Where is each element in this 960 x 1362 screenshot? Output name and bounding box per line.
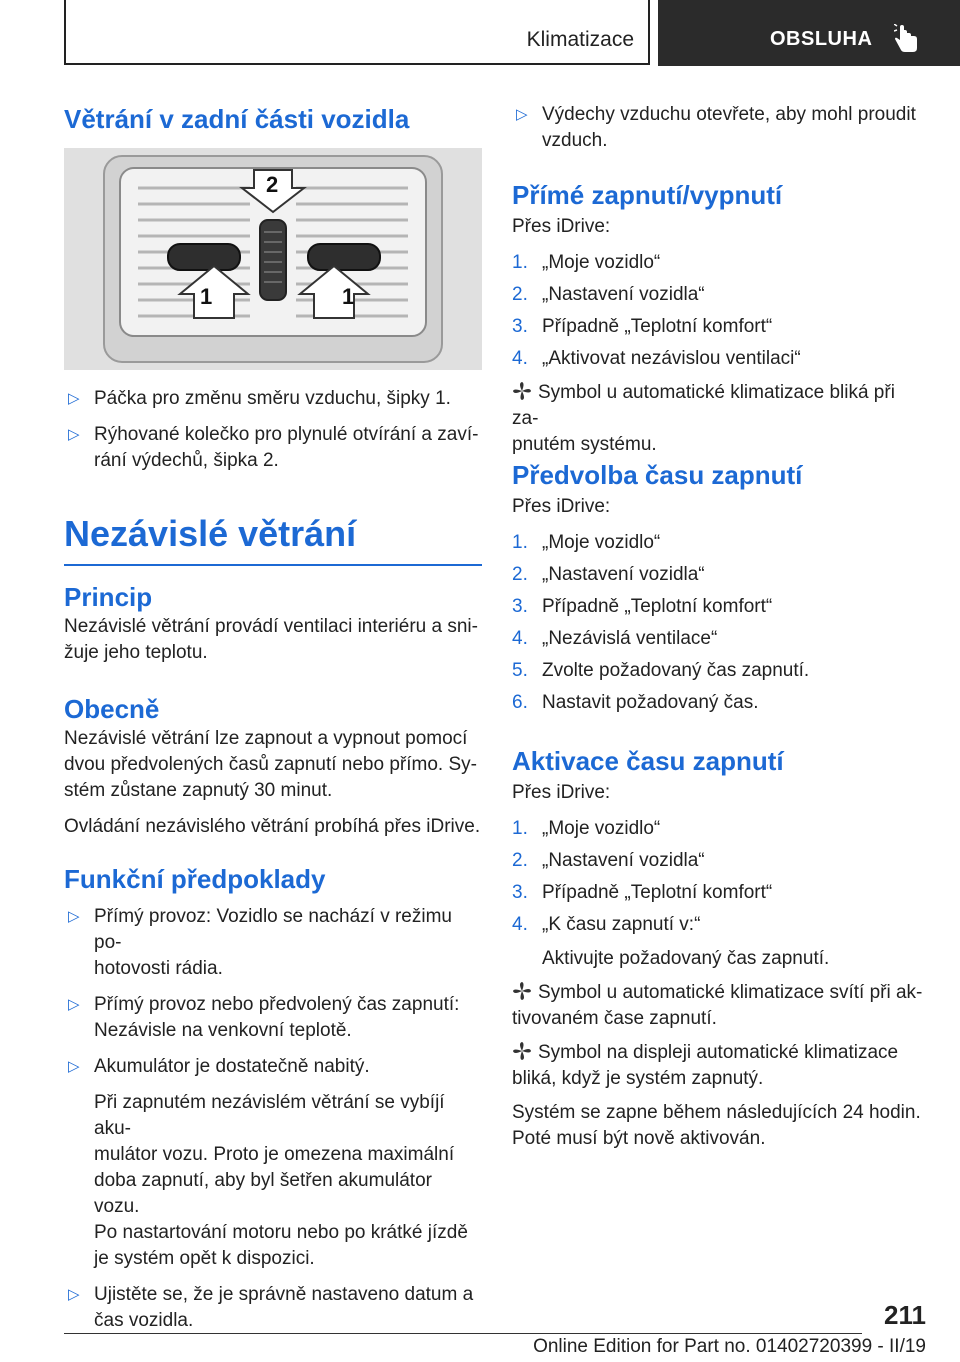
aktivace-step-3: 3. Případně „Teplotní komfort“: [512, 882, 773, 903]
header-rule-left: [64, 0, 66, 64]
obecne-text-2: Ovládání nezávislého větrání probíhá přes iDrive.: [64, 816, 481, 837]
aktivace-step-4-text: „K času zapnutí v:“: [542, 914, 701, 935]
funkcni-bullet-4: ▷ Ujistěte se, že je správně nastaveno datum a čas vozidla.: [68, 1284, 474, 1331]
obecne-text-1: Nezávislé větrání lze zapnout a vypnout pomocí dvou předvolených časů zapnutí nebo přímo. Sy- stém zůstane zapnutý 30 minut.: [64, 728, 477, 801]
funkcni-bullet-4-text: Ujistěte se, že je správně nastaveno datum a čas vozidla.: [94, 1284, 474, 1331]
header-rule-bottom: [64, 63, 650, 65]
header-rule-mid: [648, 0, 650, 64]
page-number: 211: [884, 1300, 926, 1330]
rear-bullet-1-text: Páčka pro změnu směru vzduchu, šipky 1.: [94, 388, 451, 409]
prime-step-3-text: Případně „Teplotní komfort“: [542, 316, 773, 337]
footer-rule: [64, 1333, 862, 1334]
prime-step-1-text: „Moje vozidlo“: [542, 252, 661, 273]
funkcni-bullet-2: ▷ Přímý provoz nebo předvolený čas zapnutí: Nezávisle na venkovní teplotě.: [68, 994, 460, 1041]
aktivace-step-4: 4. „K času zapnutí v:“: [512, 914, 701, 935]
aktivace-step-1: 1. „Moje vozidlo“: [512, 818, 661, 839]
aktivace-substep: Aktivujte požadovaný čas zapnutí.: [542, 948, 830, 969]
figure-label-1-left: 1: [200, 284, 213, 309]
predvolba-intro: Přes iDrive:: [512, 496, 611, 517]
prime-note-text: Symbol u automatické klimatizace bliká při za- pnutém systému.: [512, 382, 895, 455]
hand-pointer-icon: [894, 24, 920, 54]
fan-icon: [512, 381, 532, 401]
prime-intro: Přes iDrive:: [512, 216, 611, 237]
header-section-title: Klimatizace: [526, 28, 634, 51]
funkcni-bullet-1: ▷ Přímý provoz: Vozidlo se nachází v režimu po- hotovosti rádia.: [68, 906, 452, 979]
figure-label-2: 2: [266, 172, 279, 197]
prime-heading: Přímé zapnutí/vypnutí: [512, 180, 783, 210]
main-heading-rule: [64, 564, 482, 566]
funkcni-bullet-3: ▷ Akumulátor je dostatečně nabitý.: [68, 1056, 370, 1077]
funkcni-note: Při zapnutém nezávislém větrání se vybíjí aku- mulátor vozu. Proto je omezena maximální doba zapnutí, aby byl šetřen akumulátor vozu. Po nastartování motoru nebo po krátké jízdě je systém opět k dispozici.: [94, 1092, 468, 1269]
predvolba-step-3-text: Případně „Teplotní komfort“: [542, 596, 773, 617]
rear-vents-figure: [64, 148, 482, 370]
prime-note: [512, 380, 926, 458]
page-header: [0, 0, 960, 66]
prime-step-3: 3. Případně „Teplotní komfort“: [512, 316, 773, 337]
predvolba-step-5: 5. Zvolte požadovaný čas zapnutí.: [512, 660, 810, 681]
aktivace-note-2-text: Symbol na displeji automatické klimatizace bliká, když je systém zapnutý.: [512, 1042, 899, 1089]
main-heading: Nezávislé větrání: [64, 513, 357, 554]
funkcni-heading: Funkční předpoklady: [64, 864, 326, 894]
funkcni-bullet-2-text: Přímý provoz nebo předvolený čas zapnutí: Nezávisle na venkovní teplotě.: [94, 994, 460, 1041]
figure-label-1-right: 1: [342, 284, 355, 309]
prime-step-2: 2. „Nastavení vozidla“: [512, 284, 705, 305]
predvolba-step-6: 6. Nastavit požadovaný čas.: [512, 692, 759, 713]
aktivace-step-3-text: Případně „Teplotní komfort“: [542, 882, 773, 903]
prime-step-4-text: „Aktivovat nezávislou ventilaci“: [542, 348, 801, 369]
aktivace-step-1-text: „Moje vozidlo“: [542, 818, 661, 839]
predvolba-step-6-text: Nastavit požadovaný čas.: [542, 692, 759, 713]
fan-icon: [512, 1041, 532, 1061]
aktivace-step-2: 2. „Nastavení vozidla“: [512, 850, 705, 871]
aktivace-note-1-text: Symbol u automatické klimatizace svítí při ak- tivovaném čase zapnutí.: [512, 982, 923, 1029]
princip-text: Nezávislé větrání provádí ventilaci interiéru a sni- žuje jeho teplotu.: [64, 616, 478, 663]
predvolba-heading: Předvolba času zapnutí: [512, 460, 803, 490]
header-tab-label: OBSLUHA: [770, 28, 873, 50]
rear-ventilation-heading: Větrání v zadní části vozidla: [64, 104, 410, 134]
aktivace-step-2-text: „Nastavení vozidla“: [542, 850, 705, 871]
rear-bullet-1: ▷ Páčka pro změnu směru vzduchu, šipky 1.: [68, 388, 451, 409]
rear-bullet-2: ▷ Rýhované kolečko pro plynulé otvírání a zaví- rání výdechů, šipka 2.: [68, 424, 479, 471]
edition-note: Online Edition for Part no. 01402720399 - II/19: [533, 1336, 926, 1357]
predvolba-step-4: 4. „Nezávislá ventilace“: [512, 628, 718, 649]
right-top-bullet-text: Výdechy vzduchu otevřete, aby mohl proudit vzduch.: [542, 104, 916, 151]
header-tab: [658, 0, 960, 66]
predvolba-step-2-text: „Nastavení vozidla“: [542, 564, 705, 585]
aktivace-intro: Přes iDrive:: [512, 782, 611, 803]
aktivace-heading: Aktivace času zapnutí: [512, 746, 784, 776]
prime-step-2-text: „Nastavení vozidla“: [542, 284, 705, 305]
predvolba-step-4-text: „Nezávislá ventilace“: [542, 628, 718, 649]
rear-vents-illustration: [64, 148, 482, 370]
predvolba-step-2: 2. „Nastavení vozidla“: [512, 564, 705, 585]
right-top-bullet: ▷ Výdechy vzduchu otevřete, aby mohl proudit vzduch.: [516, 104, 916, 151]
aktivace-note-1: [512, 980, 926, 1032]
princip-heading: Princip: [64, 582, 153, 612]
predvolba-step-1: 1. „Moje vozidlo“: [512, 532, 661, 553]
funkcni-bullet-3-text: Akumulátor je dostatečně nabitý.: [94, 1056, 370, 1077]
funkcni-bullet-1-text: Přímý provoz: Vozidlo se nachází v režimu po- hotovosti rádia.: [94, 906, 452, 979]
rear-ventilation-heading-wrap: [64, 102, 482, 136]
obecne-heading: Obecně: [64, 694, 160, 724]
prime-step-4: 4. „Aktivovat nezávislou ventilaci“: [512, 348, 801, 369]
rear-bullet-2-text: Rýhované kolečko pro plynulé otvírání a zaví- rání výdechů, šipka 2.: [94, 424, 479, 471]
predvolba-step-1-text: „Moje vozidlo“: [542, 532, 661, 553]
predvolba-step-3: 3. Případně „Teplotní komfort“: [512, 596, 773, 617]
predvolba-step-5-text: Zvolte požadovaný čas zapnutí.: [542, 660, 810, 681]
aktivace-note-2: [512, 1040, 926, 1092]
aktivace-text: Systém se zapne během následujících 24 hodin. Poté musí být nově aktivován.: [512, 1102, 921, 1149]
fan-icon: [512, 981, 532, 1001]
prime-step-1: 1. „Moje vozidlo“: [512, 252, 661, 273]
